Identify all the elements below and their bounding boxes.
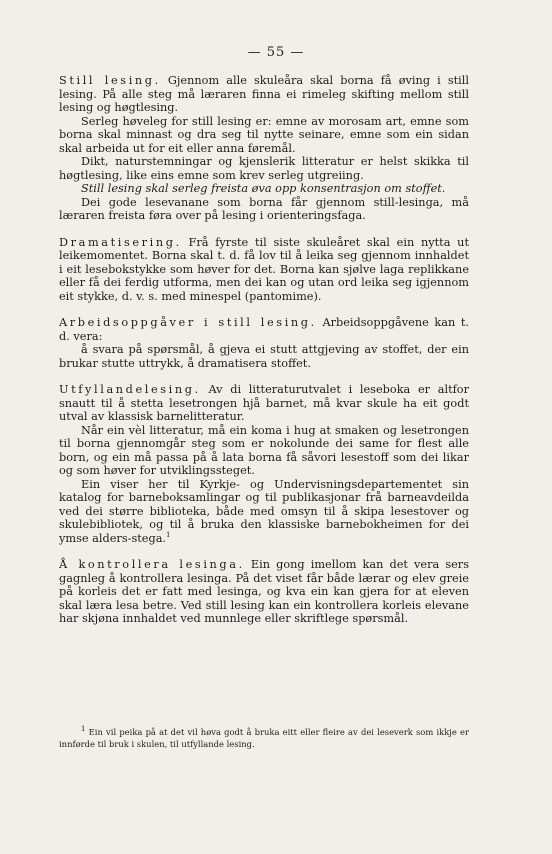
paragraph [59,478,469,546]
footnote-number: 1 [81,725,86,734]
paragraph [59,316,469,343]
footnote [59,727,469,750]
section-heading: Dramatisering. [59,235,182,249]
paragraph: Når ein vèl litteratur, må ein koma i hug at smaken og lesetrongen til borna gjennomgår steg som er nokolunde dei same for flest alle born, og ein må passa på å lata borna få såvori lesestoff som dei likar og som høver for utviklingssteget. [59,423,469,477]
section-heading: Still lesing. [59,74,161,87]
paragraph-text: Gjennom alle skuleåra skal borna få øving i still lesing. På alle steg må læraren finna ei rimeleg skifting mellom still lesing og høgtlesing. [59,74,470,114]
paragraph-text: Ein viser her til Kyrkje- og Undervisningsdepartementet sin katalog for barneboksamlingar og til publikasjonar frå barneavdeilda ved dei større biblioteka, både med omsyn til å skipa lesestover og skulebibliotek, og til å bruka den klassiske barnebokheimen for dei ymse alders-stega. [59,477,469,545]
section-heading: Utfyllandelesing. [59,383,201,396]
paragraph [59,558,469,626]
paragraph: Serleg høveleg for still lesing er: emne av morosam art, emne som borna skal minnast og dra seg til nytte seinare, emne som ein sidan skal arbeida ut for eit eller anna føremål. [59,114,469,155]
footnote-text: Ein vil peika på at det vil høva godt å bruka eitt eller fleire av dei leseverk som ikkje er innførde til bruk i skulen, til utfyllande lesing. [59,727,469,749]
paragraph-emphasis: Still lesing skal serleg freista øva opp konsentrasjon om stoffet. [81,182,446,195]
paragraph-text: Arbeidsoppgåvene kan t. d. vera: [59,316,470,343]
paragraph: Dikt, naturstemningar og kjenslerik litteratur er helst skikka til høgtlesing, like eins emne som krev serleg utgreiing. [59,155,469,182]
section-heading: Arbeidsoppgåver i still lesing. [59,316,317,329]
section-heading: Å kontrollera lesinga. [59,558,245,571]
paragraph [59,383,469,424]
paragraph [59,74,469,115]
page-number: — 55 — [247,45,305,60]
footnote-marker: 1 [166,530,171,539]
page-body [59,74,469,626]
paragraph-text: Av di litteraturutvalet i leseboka er altfor snautt til å stetta lesetrongen hjå barnet, må kvar skule ha eit godt utval av klassisk barnelitteratur. [59,383,469,423]
paragraph: å svara på spørsmål, å gjeva ei stutt attgjeving av stoffet, der ein brukar stutte uttrykk, å dramatisera stoffet. [59,343,469,370]
paragraph-text: Ein gong imellom kan det vera sers gagnleg å kontrollera lesinga. På det viset får både lærar og elev greie på korleis det er fatt med lesinga, og kva ein kan gjera for at eleven skal læra lesa betre. Ved still lesing kan ein kontrollera korleis elevane har skjøna innhaldet ved munnlege eller skriftlege spørsmål. [59,558,470,625]
paragraph: Dei gode lesevanane som borna får gjennom still-lesinga, må læraren freista føra over på lesing i orienteringsfaga. [59,195,469,222]
paragraph [59,236,469,304]
paragraph-text: Frå fyrste til siste skuleåret skal ein nytta ut leikemomentet. Borna skal t. d. få lov til å leika seg gjennom innhaldet i eit lesebokstykke som høver for det. Borna kan sjølve laga replikkane eller få dei ferdig utforma, men dei kan og utan ord leika seg igjennom eit stykke, d. v. s. med minespel (pantomime). [59,235,469,303]
